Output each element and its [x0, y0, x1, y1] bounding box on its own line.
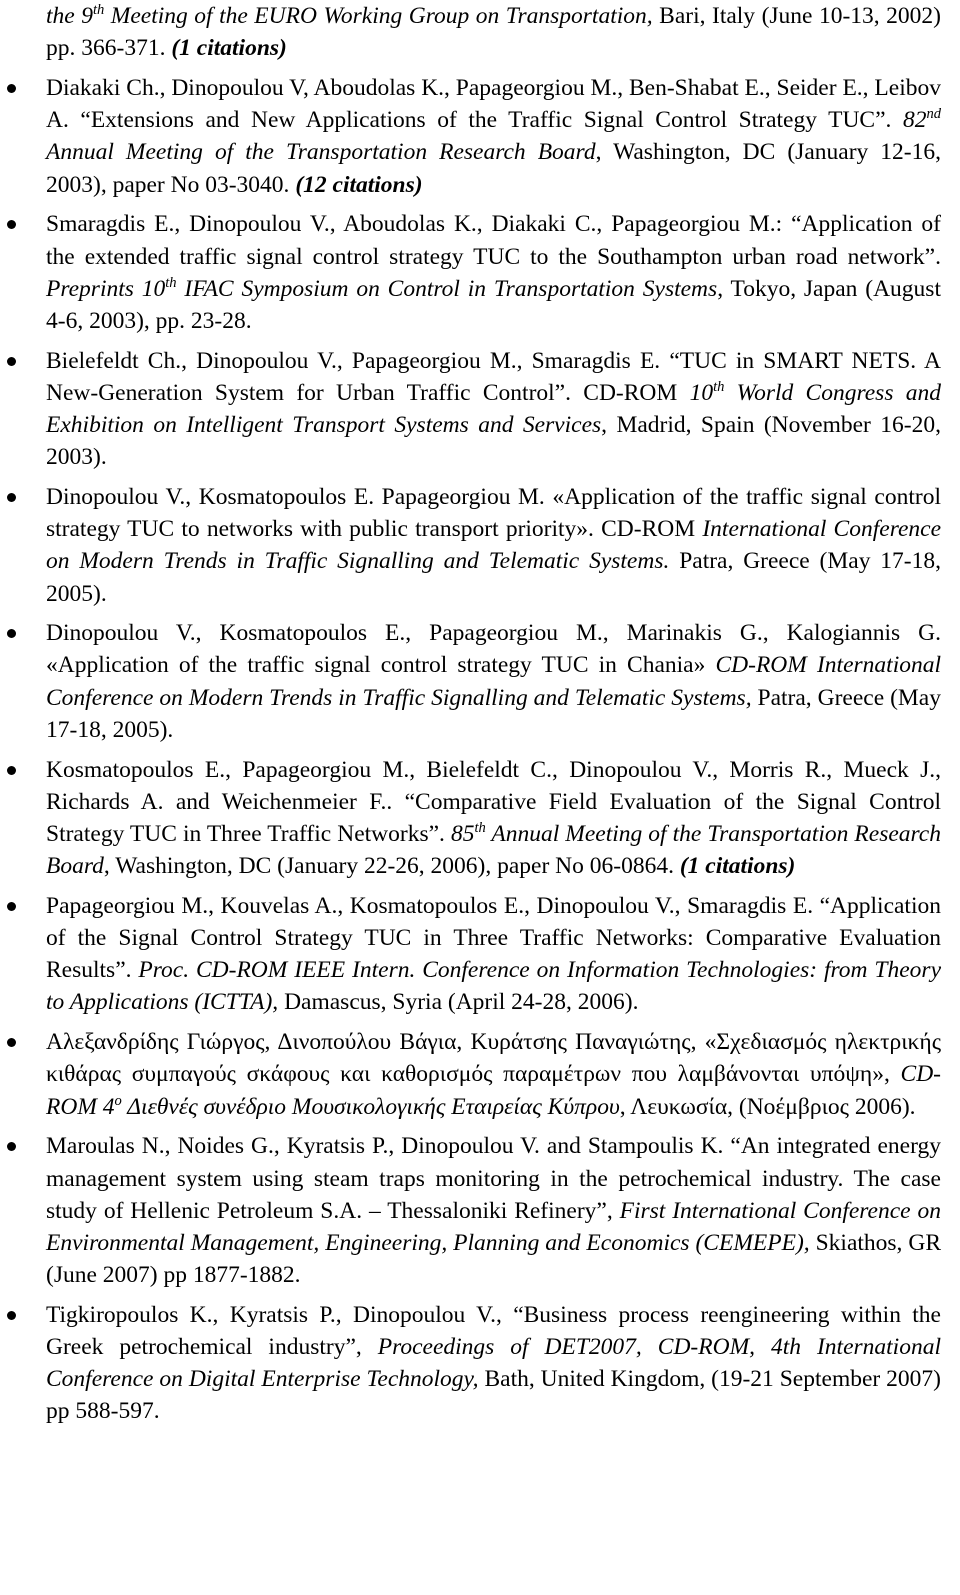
reference-text: Αλεξανδρίδης Γιώργος, Δινοπούλου Βάγια, Κυράτσης Παναγιώτης, «Σχεδιασμός ηλεκτρικής κιθάρας συμπαγούς σκάφους και καθορισμός παραμέτρων που λαμβάνονται υπόψη»,	[46, 1029, 941, 1088]
citation-count: (1 citations)	[679, 853, 796, 880]
reference-item	[0, 1026, 960, 1123]
italic-text: CD-ROM International Conference on Modern Trends in Traffic Signalling and Telematic Systems,	[46, 652, 942, 711]
reference-item	[0, 890, 960, 1019]
reference-text: Papageorgiou M., Kouvelas A., Kosmatopoulos E., Dinopoulou V., Smaragdis E. “Application of the Signal Control Strategy TUC in Three Traffic Networks: Comparative Evaluation Results”.	[46, 892, 941, 984]
superscript: th	[474, 820, 486, 837]
citation-count: (12 citations)	[295, 171, 423, 198]
reference-text: , Washington, DC (January 22-26, 2006), paper No 06-0864.	[103, 853, 680, 880]
reference-item	[0, 1299, 960, 1428]
italic-text: 82	[902, 107, 927, 134]
reference-item	[0, 1130, 960, 1291]
italic-text: Annual Meeting of the Transportation Research Board	[46, 139, 596, 166]
superscript: th	[713, 379, 725, 395]
superscript: th	[92, 2, 105, 19]
bullet-icon	[7, 1142, 16, 1151]
reference-item	[0, 72, 960, 201]
italic-text: 85	[450, 820, 475, 847]
reference-text: , Tokyo, Japan (August 4-6, 2003), pp. 23-28.	[46, 275, 941, 334]
superscript: ο	[114, 1092, 122, 1109]
reference-text: Dinopoulou V., Kosmatopoulos E. Papageorgiou M. «Application of the traffic signal control strategy TUC to networks with public transport priority». CD-ROM	[46, 483, 941, 543]
italic-text: Preprints 10	[46, 275, 166, 302]
italic-text: Proceedings of DET2007, CD-ROM, 4th International Conference on Digital Enterprise Technology,	[46, 1334, 941, 1393]
continuation-text: Meeting of the EURO Working Group on Transportation,	[104, 3, 653, 29]
reference-text: Patra, Greece (May 17-18, 2005).	[46, 684, 941, 743]
superscript: th	[165, 274, 177, 291]
citation-count: (1 citations)	[171, 35, 287, 62]
continuation-italic	[46, 3, 653, 29]
reference-text: Smaragdis E., Dinopoulou V., Aboudolas K., Diakaki C., Papageorgiou M.: “Application of the extended traffic signal control strategy TUC to the Southampton urban road network”.	[46, 211, 941, 270]
italic-text: Annual Meeting of the Transportation Research Board	[46, 820, 941, 880]
italic-text: CD-ROM 4	[46, 1061, 941, 1120]
italic-text: First International Conference on Environmental Management, Engineering, Planning and Economics (CEMEPE),	[46, 1197, 941, 1256]
reference-item	[0, 345, 960, 474]
superscript: nd	[926, 106, 941, 123]
reference-text: , Λευκωσία, (Νοέμβριος 2006).	[619, 1093, 916, 1120]
bullet-icon	[7, 220, 16, 229]
reference-text: Skiathos, GR (June 2007) pp 1877-1882.	[46, 1229, 941, 1289]
reference-text: , Madrid, Spain (November 16-20, 2003).	[46, 412, 941, 471]
continuation-text: Bari, Italy (June 10-13, 2002) pp. 366-371.	[46, 3, 941, 62]
reference-text: Kosmatopoulos E., Papageorgiou M., Bielefeldt C., Dinopoulou V., Morris R., Mueck J., Richards A. and Weichenmeier F.. “Comparative Field Evaluation of the Signal Control Strategy TUC in Three Traffic Networks”.	[46, 756, 941, 847]
bullet-icon	[7, 902, 16, 911]
reference-list	[0, 72, 960, 1428]
reference-text: , Washington, DC (January 12-16, 2003), paper No 03-3040.	[46, 139, 942, 198]
bullet-icon	[7, 766, 16, 775]
reference-text: Diakaki Ch., Dinopoulou V, Aboudolas K., Papageorgiou M., Ben-Shabat E., Seider E., Leibov A. “Extensions and New Applications of the Traffic Signal Control Strategy TUC”.	[46, 75, 941, 134]
reference-text: Damascus, Syria (April 24-28, 2006).	[278, 989, 639, 1016]
bullet-icon	[7, 84, 16, 93]
reference-text: Dinopoulou V., Kosmatopoulos E., Papageorgiou M., Marinakis G., Kalogiannis G. «Application of the traffic signal control strategy TUC in Chania»	[46, 620, 941, 679]
reference-text: Patra, Greece (May 17-18, 2005).	[46, 548, 941, 607]
italic-text: World Congress and Exhibition on Intelligent Transport Systems and Services	[46, 379, 941, 439]
bullet-icon	[7, 1311, 16, 1320]
bullet-icon	[7, 357, 16, 366]
reference-continuation	[46, 0, 941, 64]
reference-item	[0, 208, 960, 337]
italic-text: Proc. CD-ROM IEEE Intern. Conference on Information Technologies: from Theory to Applications (ICTTA),	[46, 957, 941, 1016]
italic-text: Διεθνές συνέδριο Μουσικολογικής Εταιρείας Κύπρου	[121, 1093, 620, 1120]
bullet-icon	[7, 493, 16, 502]
reference-text: Tigkiropoulos K., Kyratsis P., Dinopoulou V., “Business process reengineering within the Greek petrochemical industry”,	[46, 1301, 941, 1361]
italic-text: IFAC Symposium on Control in Transportation Systems	[176, 275, 718, 302]
bullet-icon	[7, 629, 16, 638]
reference-item	[0, 754, 960, 883]
italic-text: 10	[689, 379, 714, 406]
reference-item	[0, 617, 960, 746]
reference-text: Bielefeldt Ch., Dinopoulou V., Papageorgiou M., Smaragdis E. “TUC in SMART NETS. A New-Generation System for Urban Traffic Control”. CD-ROM	[46, 347, 941, 406]
continuation-text: the 9	[46, 3, 93, 29]
reference-item	[0, 481, 960, 610]
reference-text: Bath, United Kingdom, (19-21 September 2007) pp 588-597.	[46, 1366, 941, 1425]
bullet-icon	[7, 1038, 16, 1047]
italic-text: International Conference on Modern Trends in Traffic Signalling and Telematic Systems.	[46, 516, 942, 575]
reference-text: Maroulas N., Noides G., Kyratsis P., Dinopoulou V. and Stampoulis K. “An integrated energy management system using steam traps monitoring in the petrochemical industry. The case study of Hellenic Petroleum S.A. – Thessaloniki Refinery”,	[46, 1133, 941, 1224]
